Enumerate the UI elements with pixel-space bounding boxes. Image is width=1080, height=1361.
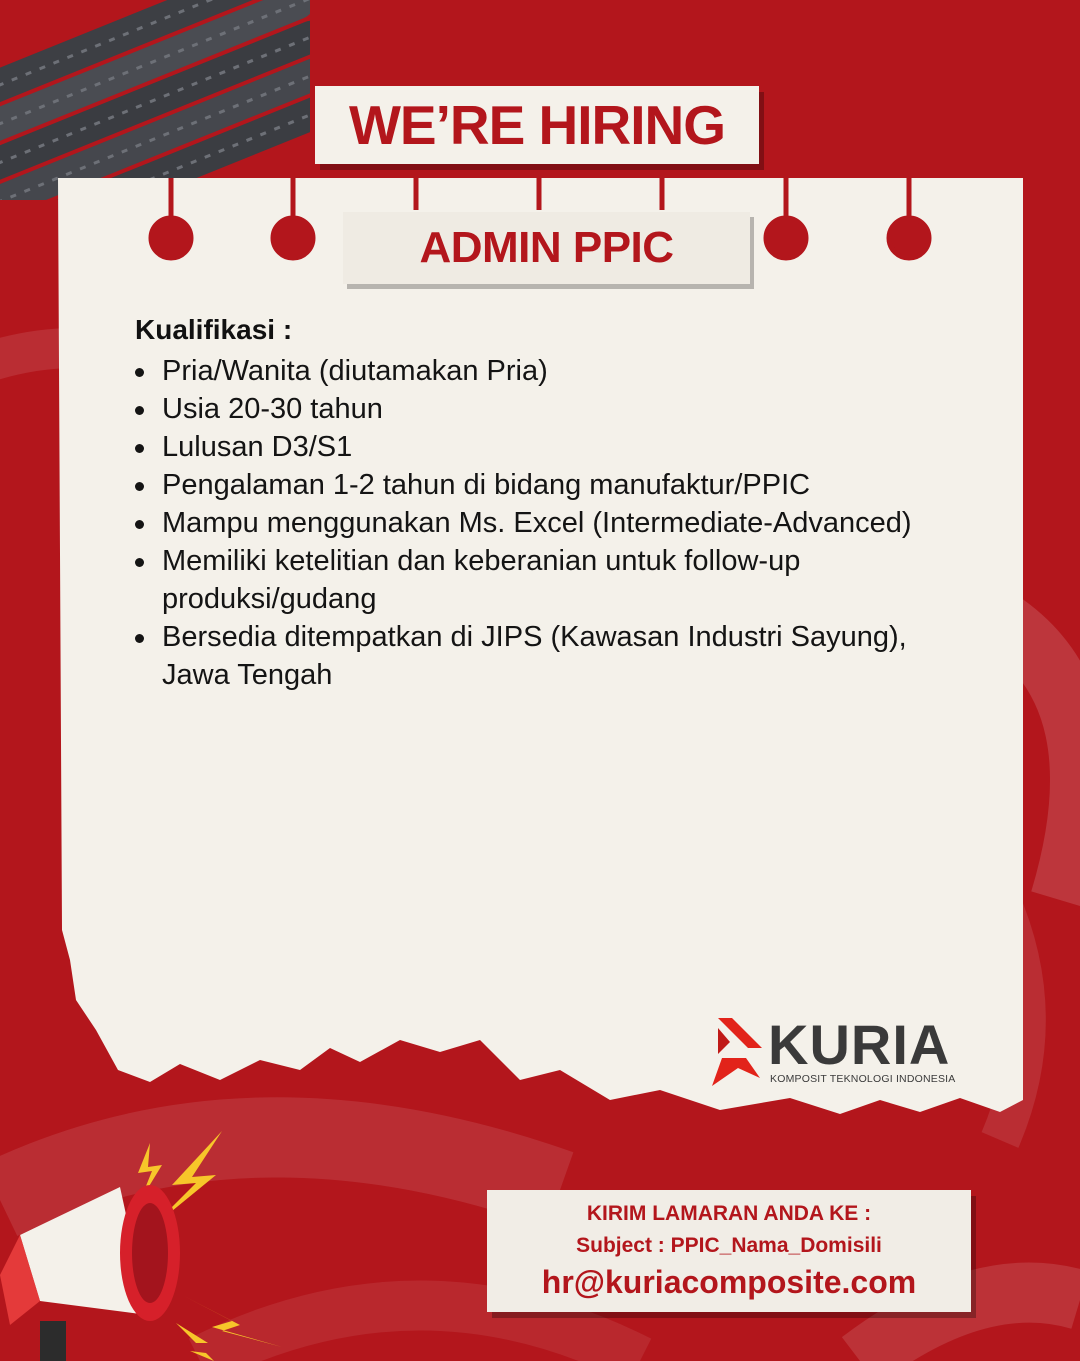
position-title: ADMIN PPIC <box>419 223 674 272</box>
list-item: Lulusan D3/S1 <box>135 428 935 466</box>
qualifications-heading: Kualifikasi : <box>135 314 293 345</box>
position-banner <box>343 212 750 284</box>
list-item: Pengalaman 1-2 tahun di bidang manufaktur/PPIC <box>135 466 935 504</box>
kuria-logo-mark <box>712 1018 762 1086</box>
company-tagline: KOMPOSIT TEKNOLOGI INDONESIA <box>770 1073 956 1085</box>
list-item: Memiliki ketelitian dan keberanian untuk follow-up produksi/gudang <box>135 542 935 618</box>
company-logo <box>712 1013 982 1090</box>
contact-subject: Subject : PPIC_Nama_Domisili <box>576 1234 882 1257</box>
contact-box <box>487 1190 971 1312</box>
qualifications-list <box>135 352 935 694</box>
company-name: KURIA <box>768 1013 951 1076</box>
list-item: Mampu menggunakan Ms. Excel (Intermediate-Advanced) <box>135 504 935 542</box>
list-item: Bersedia ditempatkan di JIPS (Kawasan Industri Sayung), Jawa Tengah <box>135 618 935 694</box>
list-item: Usia 20-30 tahun <box>135 390 935 428</box>
megaphone-icon <box>0 1125 300 1361</box>
list-item: Pria/Wanita (diutamakan Pria) <box>135 352 935 390</box>
hiring-title: WE’RE HIRING <box>348 94 726 156</box>
contact-email[interactable]: hr@kuriacomposite.com <box>541 1264 917 1300</box>
hiring-banner <box>315 86 759 164</box>
contact-instruction: KIRIM LAMARAN ANDA KE : <box>586 1202 872 1225</box>
